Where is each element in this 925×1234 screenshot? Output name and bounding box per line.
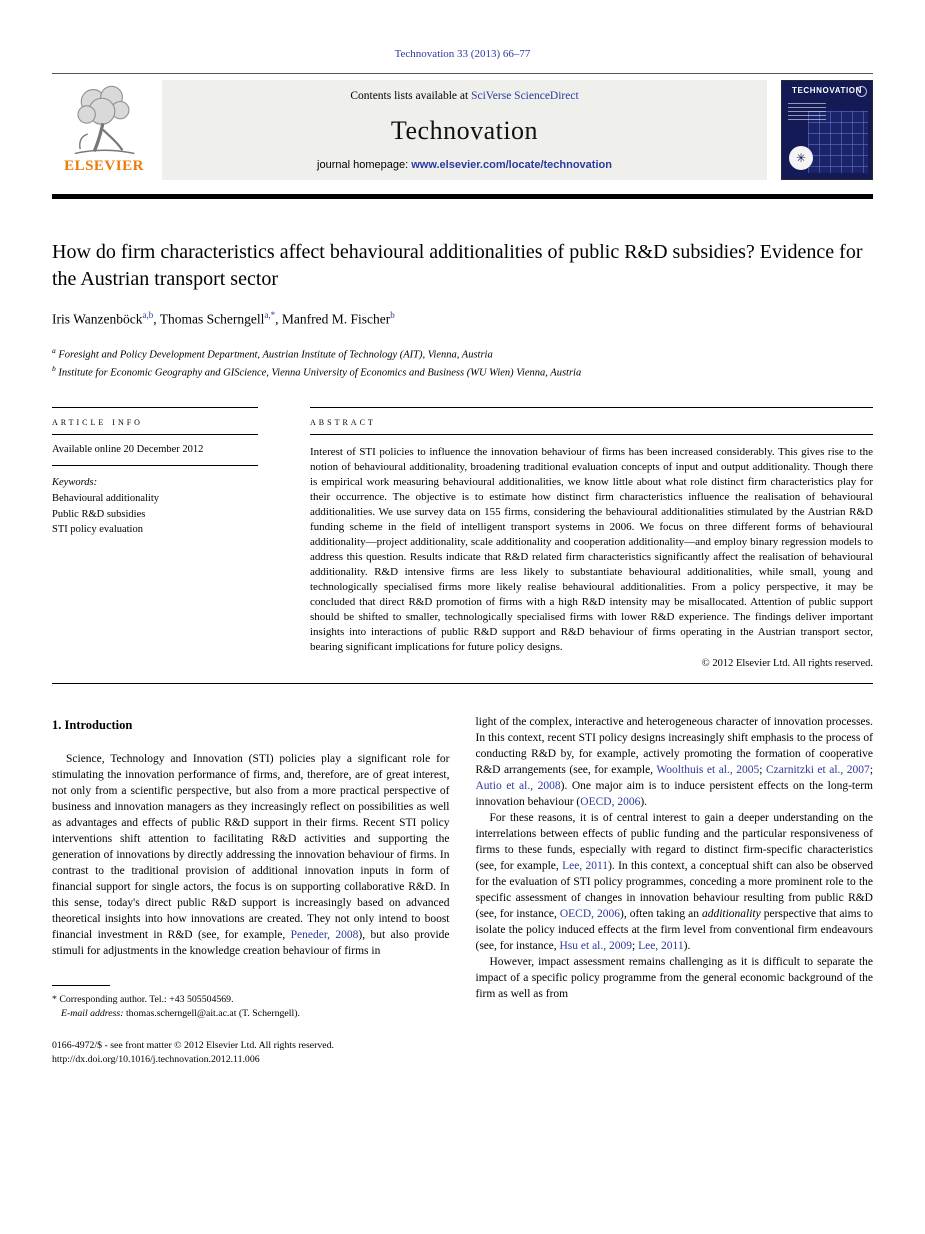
cover-globe-icon: [856, 86, 867, 97]
authors-line: Iris Wanzenböck$^{a,b}$, Thomas Scherngell$^{a,*}$, Manfred M. Fischer$^b$: [52, 310, 395, 327]
keyword-item: Behavioural additionality: [52, 492, 160, 504]
contents-prefix: Contents lists available at: [350, 90, 472, 102]
citation-link[interactable]: Hsu et al., 2009: [559, 940, 632, 952]
right-column: [476, 714, 874, 1021]
journal-cover-thumbnail[interactable]: [781, 80, 873, 180]
article-title: How do firm characteristics affect behavioural additionalities of public R&D subsidies? Evidence for the Austrian transport sector: [52, 241, 863, 290]
article-info-column: [52, 407, 258, 669]
cover-text-lines: [788, 103, 826, 123]
elsevier-logo[interactable]: [52, 80, 156, 180]
affiliation-a: $^a$ Foresight and Policy Development Department, Austrian Institute of Technology (AIT), Vienna, Austria: [52, 345, 493, 360]
footer-meta: [52, 1039, 873, 1067]
sciverse-sciencedirect-link[interactable]: SciVerse ScienceDirect: [471, 90, 579, 102]
front-matter-line: 0166-4972/$ - see front matter © 2012 Elsevier Ltd. All rights reserved.: [52, 1040, 334, 1051]
homepage-prefix: journal homepage:: [317, 159, 412, 171]
body-paragraph: light of the complex, interactive and heterogeneous character of innovation processes. In this context, recent STI policy designs increasingly shift emphasis to the process of conducting R&D by, for example, actively promoting the formation of cooperative R&D arrangements (see, for example, Woolthuis et al., 2005; Czarnitzki et al., 2007; Autio et al., 2008). One major aim is to induce persistent effects on the long-term innovation behaviour (OECD, 2006).: [475, 716, 874, 808]
cover-starburst-icon: ✳: [789, 146, 813, 170]
contents-line: [170, 90, 759, 102]
elsevier-tree-icon: [66, 82, 142, 160]
available-online-line: Available online 20 December 2012: [52, 435, 258, 466]
article-info-heading: article info: [52, 407, 258, 435]
corresponding-author-note: * Corresponding author. Tel.: +43 505504569.: [52, 994, 234, 1005]
cover-title: TECHNOVATION: [791, 86, 862, 95]
citation-link[interactable]: Czarnitzki et al., 2007: [766, 764, 870, 776]
divider: [52, 985, 110, 986]
homepage-line: [170, 159, 759, 171]
section-heading-introduction: 1. Introduction: [52, 718, 133, 732]
copyright-line: © 2012 Elsevier Ltd. All rights reserved.: [701, 658, 873, 669]
citation-link[interactable]: Lee, 2011: [638, 940, 684, 952]
body-columns: [52, 714, 873, 1021]
info-abstract-section: [52, 407, 873, 684]
journal-header: [52, 74, 873, 186]
keyword-item: STI policy evaluation: [52, 524, 143, 536]
citation-link[interactable]: Lee, 2011: [562, 860, 609, 872]
keywords-block: [52, 466, 258, 538]
abstract-heading: abstract: [310, 407, 873, 435]
body-paragraph: Science, Technology and Innovation (STI) policies play a significant role for stimulating the innovation performance of firms, and, therefore, are of great interest, not only from a scientific perspective, but also from a more practical perspective of business and innovation managers as they increasingly reflect on possibilities as well as advantages and effects of public R&D support in their firms. Recent STI policy interventions shift attention to facilitating R&D activities and supporting the generation of innovations by directly addressing the innovation behaviour of firms. In contrast to the traditional provision of additional innovation inputs in form of financial support for single actors, the focus is on supporting collaborative R&D. In this sense, today's direct public R&D support is increasingly based on advanced theoretical insights into how innovations are created. They not only intend to boost financial investment in R&D (see, for example, Peneder, 2008), but also provide stimuli for adjustments in the knowledge creation behaviour of firms in: [52, 753, 450, 957]
doi-link[interactable]: http://dx.doi.org/10.1016/j.technovation.2012.11.006: [52, 1054, 260, 1065]
body-paragraph: For these reasons, it is of central interest to gain a deeper understanding on the interrelations between effects of public funding and the particular responsiveness of firms to these funds, especially with regard to distinct firm-specific characteristics (see, for example, Lee, 2011). In this context, a conceptual shift can also be observed for the evaluation of STI policy programmes, conceding a more prominent role to the specific assessment of changes in innovation behaviour resulting from public R&D (see, for instance, OECD, 2006), often taking an additionality perspective that aims to isolate the policy induced effects at the firm level from conventional firm endeavours (see, for instance, Hsu et al., 2009; Lee, 2011).: [475, 812, 873, 952]
citation-link[interactable]: Woolthuis et al., 2005: [656, 764, 760, 776]
footnote-block: [52, 985, 450, 1021]
citation-link[interactable]: Autio et al., 2008: [475, 780, 561, 792]
abstract-column: [310, 407, 873, 669]
affiliations: [52, 345, 873, 382]
citation-link[interactable]: Peneder, 2008: [290, 929, 359, 941]
citation-link[interactable]: OECD, 2006: [580, 796, 641, 808]
header-center-panel: [162, 80, 767, 180]
journal-reference: Technovation 33 (2013) 66–77: [394, 48, 531, 60]
journal-homepage-link[interactable]: www.elsevier.com/locate/technovation: [411, 159, 612, 171]
left-column: [52, 714, 450, 1021]
abstract-text: Interest of STI policies to influence the innovation behaviour of firms has been increased considerably. This gives rise to the notion of behavioural additionality, broadening traditional evaluation concepts of input and output additionality. Though there is empirical work measuring behavioural additionalities, we know little about what role distinct firm characteristics play for their occurrence. The objective is to estimate how distinct firm characteristics influence the realisation of behavioural additionalities. We use survey data on 155 firms, considering the behavioural additionalities stimulated by the Austrian R&D funding scheme in the field of intelligent transport systems in 2006. We focus on three different forms of behavioural additionality—project additionality, scale additionality and cooperation additionality—and employ binary regression models to address this question. Results indicate that R&D related firm characteristics significantly affect the realisation of behavioural additionality. R&D intensive firms are less likely to substantiate behavioural additionalities, while small, young and technologically specialised firms more likely realise behavioural additionalities. From a policy perspective, it may be concluded that direct R&D promotion of firms with a high R&D intensity may be misallocated. Attention of public support should be shifted to smaller, technologically specialised firms with lower R&D experience. The findings deliver important insights into interactions of public R&D support and R&D behaviour of firms operating in the Austrian transport sector, bearing significant implications for future policy designs.: [310, 446, 873, 653]
divider: [52, 194, 873, 199]
keyword-item: Public R&D subsidies: [52, 508, 146, 520]
journal-name-wordmark: Technovation: [390, 115, 539, 145]
email-note: E-mail address: thomas.scherngell@ait.ac.at (T. Scherngell).: [61, 1008, 300, 1019]
affiliation-b: $^b$ Institute for Economic Geography and GIScience, Vienna University of Economics and Business (WU Wien) Vienna, Austria: [52, 363, 582, 379]
keywords-label: Keywords:: [52, 477, 98, 488]
elsevier-wordmark: ELSEVIER: [64, 158, 144, 174]
citation-link[interactable]: OECD, 2006: [559, 908, 621, 920]
body-paragraph: However, impact assessment remains challenging as it is difficult to separate the impact of a specific policy programme from the general economic background of the firm as well as from: [475, 956, 873, 1000]
